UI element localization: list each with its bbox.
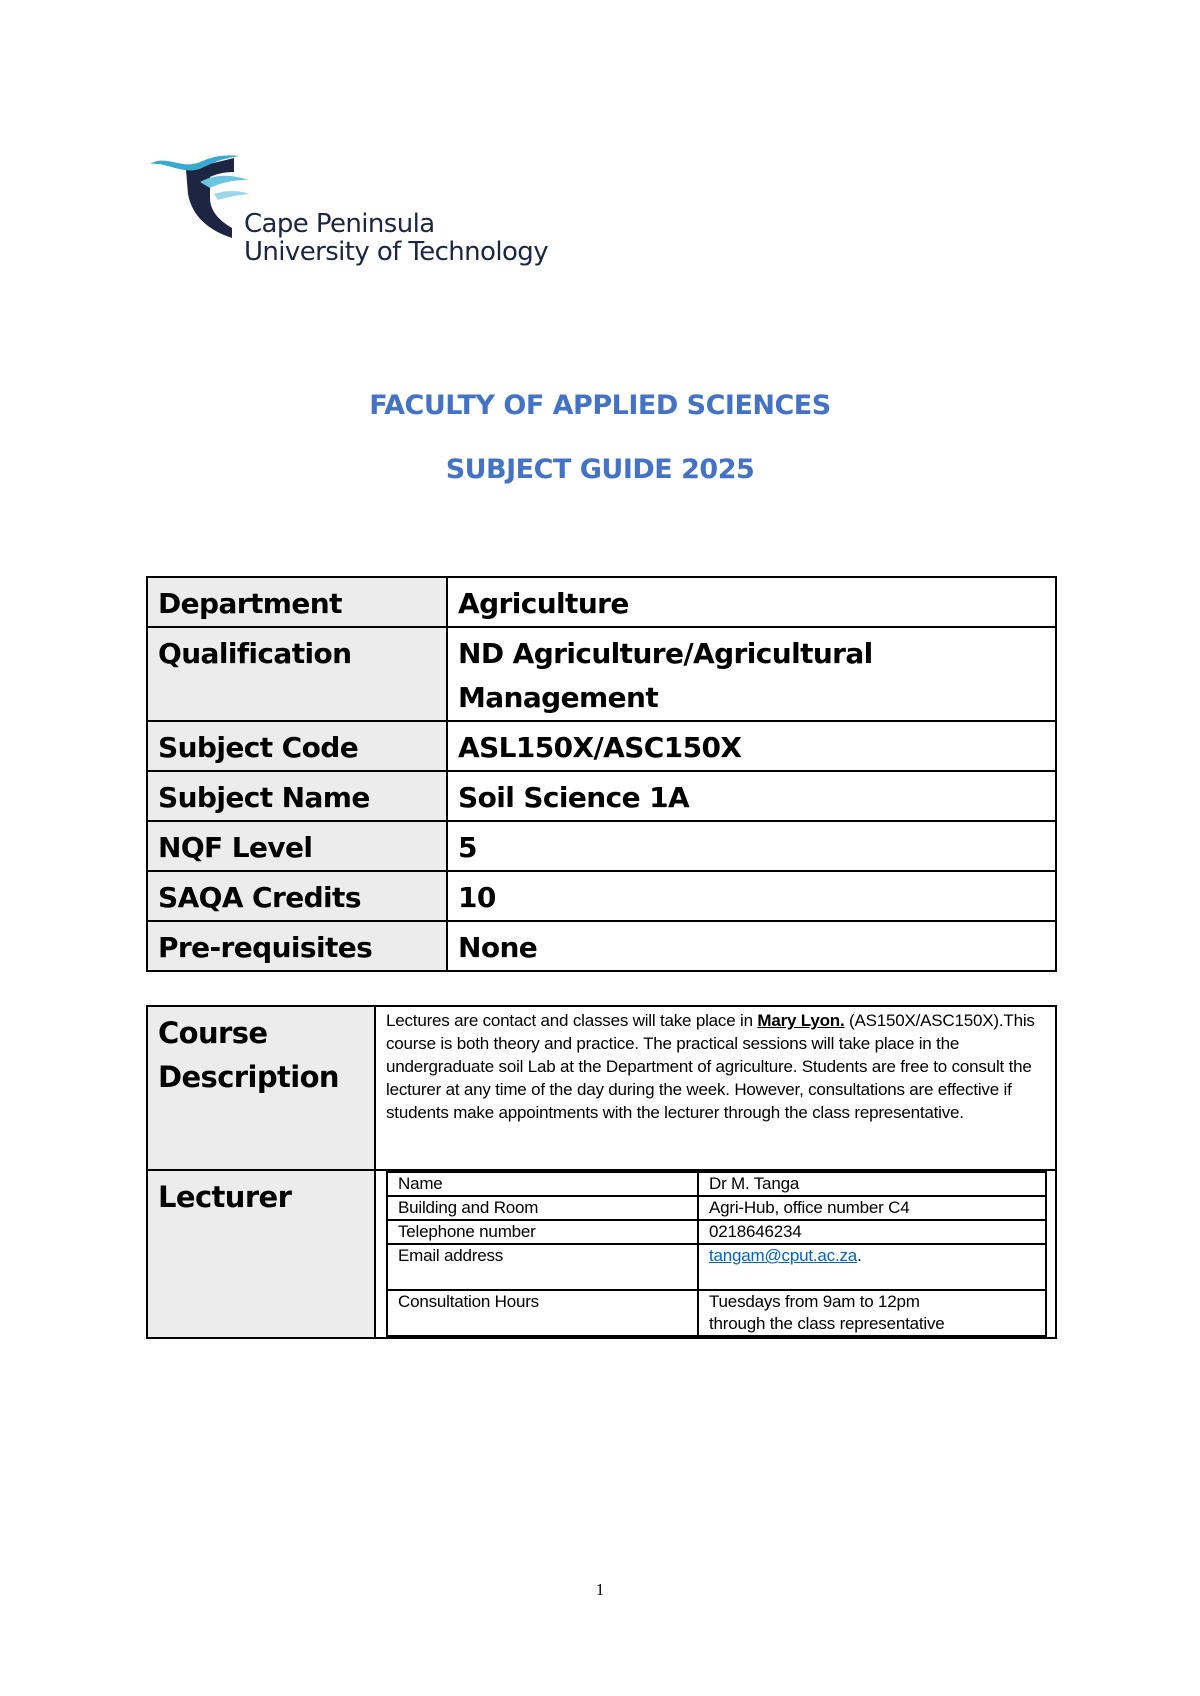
table-row	[147, 871, 1056, 921]
email-suffix: .	[857, 1246, 862, 1265]
desc-rest: (AS150X/ASC150X).This course is both theory and practice. The practical sessions will take place in the undergraduate soil Lab at the Department of agriculture. Students are free to consult the lecturer at any time of the day during the week. However, consultations are effective if students make appointments with the lecturer through the class representative.	[386, 1011, 1035, 1122]
lecturer-key: Email address	[387, 1244, 698, 1290]
lecturer-key: Consultation Hours	[387, 1290, 698, 1336]
hours-line-2: through the class representative	[709, 1314, 945, 1333]
logo-line-1: Cape Peninsula	[244, 209, 435, 239]
lecturer-value	[698, 1244, 1046, 1290]
subject-info-table	[146, 576, 1057, 972]
info-value: 10	[447, 871, 1056, 921]
lecturer-label: Lecturer	[147, 1170, 375, 1338]
info-label: Qualification	[147, 627, 447, 721]
table-row	[387, 1172, 1046, 1196]
info-value: ND Agriculture/Agricultural Management	[447, 627, 1056, 721]
subject-guide-heading: SUBJECT GUIDE 2025	[445, 454, 755, 485]
info-value: None	[447, 921, 1056, 971]
course-label-line-2: Description	[158, 1060, 339, 1094]
table-row	[147, 721, 1056, 771]
table-row	[387, 1220, 1046, 1244]
table-row	[147, 921, 1056, 971]
desc-venue: Mary Lyon.	[757, 1011, 845, 1030]
info-label: NQF Level	[147, 821, 447, 871]
lecturer-value: 0218646234	[698, 1220, 1046, 1244]
info-value: 5	[447, 821, 1056, 871]
info-label: Subject Name	[147, 771, 447, 821]
lecturer-value: Dr M. Tanga	[698, 1172, 1046, 1196]
info-value: Agriculture	[447, 577, 1056, 627]
page-number: 1	[595, 1580, 605, 1599]
table-row	[387, 1196, 1046, 1220]
lecturer-key: Name	[387, 1172, 698, 1196]
desc-prefix: Lectures are contact and classes will take place in	[386, 1011, 758, 1030]
lecturer-details-cell	[375, 1170, 1056, 1338]
cput-logo-mark-icon	[148, 150, 258, 250]
info-value: ASL150X/ASC150X	[447, 721, 1056, 771]
lecturer-details-table	[386, 1171, 1047, 1337]
table-row	[147, 771, 1056, 821]
hours-line-1: Tuesdays from 9am to 12pm	[709, 1292, 920, 1311]
course-label-line-1: Course	[158, 1016, 268, 1050]
lecturer-value	[698, 1290, 1046, 1336]
logo-text	[244, 210, 548, 266]
course-table	[146, 1005, 1057, 1339]
course-description-text	[375, 1006, 1056, 1170]
info-label: Pre-requisites	[147, 921, 447, 971]
table-row	[147, 821, 1056, 871]
table-row	[147, 627, 1056, 721]
lecturer-value: Agri-Hub, office number C4	[698, 1196, 1046, 1220]
table-row	[147, 577, 1056, 627]
course-description-label	[147, 1006, 375, 1170]
table-row	[387, 1244, 1046, 1290]
logo-line-2: University of Technology	[244, 237, 548, 267]
cput-logo	[148, 150, 548, 280]
table-row	[147, 1006, 1056, 1170]
table-row	[387, 1290, 1046, 1336]
info-value: Soil Science 1A	[447, 771, 1056, 821]
faculty-heading: FACULTY OF APPLIED SCIENCES	[369, 390, 831, 421]
info-label: Department	[147, 577, 447, 627]
email-link[interactable]: tangam@cput.ac.za	[709, 1246, 858, 1265]
info-label: SAQA Credits	[147, 871, 447, 921]
lecturer-key: Building and Room	[387, 1196, 698, 1220]
lecturer-key: Telephone number	[387, 1220, 698, 1244]
table-row	[147, 1170, 1056, 1338]
info-label: Subject Code	[147, 721, 447, 771]
